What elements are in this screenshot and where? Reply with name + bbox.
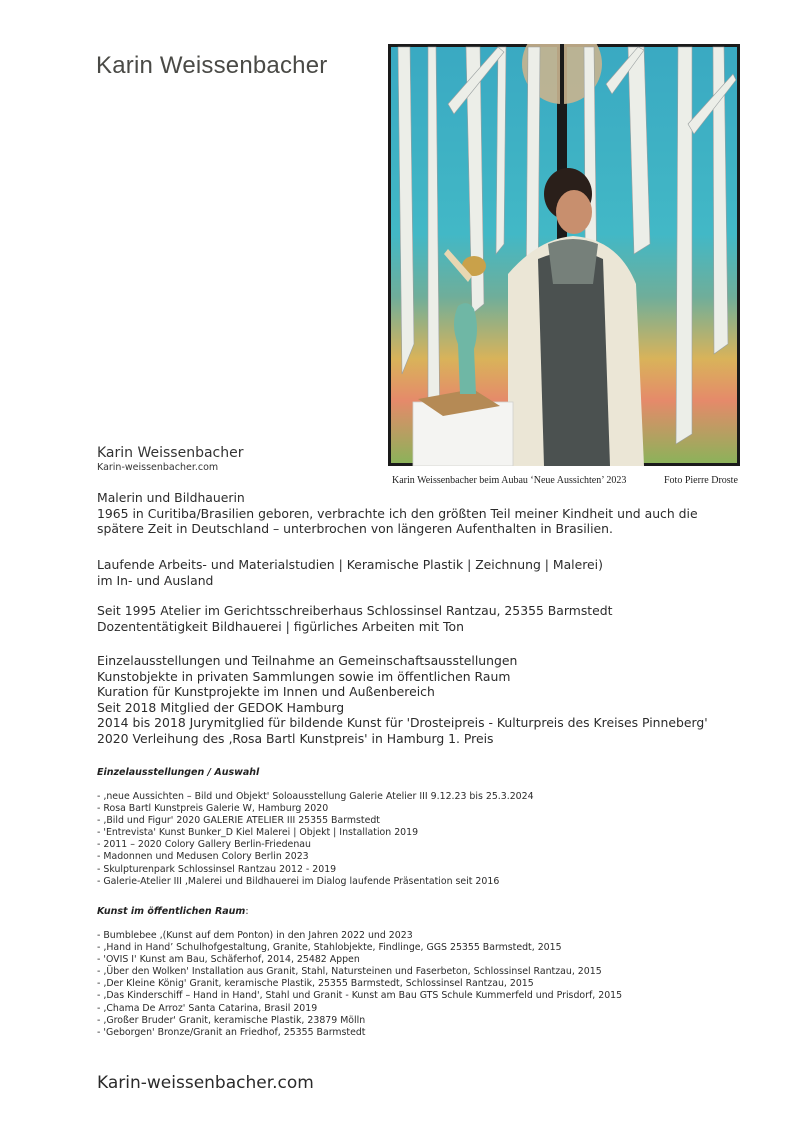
bio-line: Kunstobjekte in privaten Sammlungen sowie im öffentlichen Raum xyxy=(97,668,511,684)
list-item: - Galerie-Atelier III ‚Malerei und Bildhauerei im Dialog laufende Präsentation seit 2016 xyxy=(97,875,500,887)
page-title: Karin Weissenbacher xyxy=(96,52,328,79)
list-item: - Madonnen und Medusen Colory Berlin 2023 xyxy=(97,851,309,863)
list-item: - 'OVIS I' Kunst am Bau, Schäferhof, 2014, 25482 Appen xyxy=(97,954,360,966)
artist-photo xyxy=(388,44,740,466)
list-item: - Bumblebee ‚(Kunst auf dem Ponton) in den Jahren 2022 und 2023 xyxy=(97,930,413,941)
bio-line: Dozententätigkeit Bildhauerei | figürliches Arbeiten mit Ton xyxy=(97,618,464,634)
bio-line: Seit 2018 Mitglied der GEDOK Hamburg xyxy=(97,699,345,715)
list-item: - ‚Hand in Hand’ Schulhofgestaltung, Granite, Stahlobjekte, Findlinge, GGS 25355 Barmstedt, 2015 xyxy=(97,942,562,954)
bio-line: Seit 1995 Atelier im Gerichtsschreiberhaus Schlossinsel Rantzau, 25355 Barmstedt xyxy=(97,603,613,618)
list-item: - 'Geborgen' Bronze/Granit an Friedhof, 25355 Barmstedt xyxy=(97,1026,366,1038)
public-art-list xyxy=(97,930,622,1039)
bio-line: im In- und Ausland xyxy=(97,572,214,588)
list-item: - ‚Das Kinderschiff – Hand in Hand', Stahl und Granit - Kunst am Bau GTS Schule Kummerfeld und Prisdorf, 2015 xyxy=(97,990,623,1002)
footer-website[interactable]: Karin-weissenbacher.com xyxy=(97,1073,314,1093)
bio-paragraph-2 xyxy=(97,557,603,588)
photo-credit: Foto Pierre Droste xyxy=(664,475,738,486)
bio-line: Kuration für Kunstprojekte im Innen und Außenbereich xyxy=(97,684,435,699)
list-item: - ‚Bild und Figur' 2020 GALERIE ATELIER III 25355 Barmstedt xyxy=(97,815,380,827)
exhibitions-heading: Einzelausstellungen / Auswahl xyxy=(97,767,260,778)
list-item: - ‚Großer Bruder' Granit, keramische Plastik, 23879 Mölln xyxy=(97,1014,366,1026)
public-art-heading-text: Kunst im öffentlichen Raum xyxy=(97,906,246,917)
artist-name: Karin Weissenbacher xyxy=(97,445,244,461)
exhibitions-list xyxy=(97,791,534,888)
bio-line: Laufende Arbeits- und Materialstudien | Keramische Plastik | Zeichnung | Malerei) xyxy=(97,557,603,572)
caption-text: Karin Weissenbacher beim Aubau ‘Neue Aussichten’ 2023 xyxy=(392,475,627,486)
public-art-heading xyxy=(97,906,249,917)
list-item: - ‚Der Kleine König' Granit, keramische Plastik, 25355 Barmstedt, Schlossinsel Rantzau, 2015 xyxy=(97,978,534,990)
photo-caption xyxy=(392,475,738,486)
bio-line: Malerin und Bildhauerin xyxy=(97,490,245,505)
list-item: - ‚Über den Wolken' Installation aus Granit, Stahl, Natursteinen und Faserbeton, Schlossinsel Rantzau, 2015 xyxy=(97,966,602,978)
artist-website[interactable]: Karin-weissenbacher.com xyxy=(97,462,219,473)
bio-line: spätere Zeit in Deutschland – unterbrochen von längeren Aufenthalten in Brasilien. xyxy=(97,521,613,536)
bio-paragraph-3 xyxy=(97,603,612,634)
list-item: - Skulpturenpark Schlossinsel Rantzau 2012 - 2019 xyxy=(97,863,337,875)
bio-line: 2020 Verleihung des ‚Rosa Bartl Kunstpreis' in Hamburg 1. Preis xyxy=(97,730,494,746)
bio-paragraph-1 xyxy=(97,490,698,537)
bio-line: Einzelausstellungen und Teilnahme an Gemeinschaftsausstellungen xyxy=(97,653,518,668)
bio-paragraph-4 xyxy=(97,653,708,746)
list-item: - 2011 – 2020 Colory Gallery Berlin-Friedenau xyxy=(97,839,311,851)
list-item: - 'Entrevista' Kunst Bunker_D Kiel Malerei | Objekt | Installation 2019 xyxy=(97,827,419,839)
list-item: - Rosa Bartl Kunstpreis Galerie W, Hamburg 2020 xyxy=(97,803,329,815)
public-art-heading-colon: : xyxy=(245,906,249,917)
bio-line: 1965 in Curitiba/Brasilien geboren, verbrachte ich den größten Teil meiner Kindheit und auch die xyxy=(97,505,698,521)
list-item: - ‚neue Aussichten – Bild und Objekt' Soloausstellung Galerie Atelier III 9.12.23 bis 25.3.2024 xyxy=(97,791,534,802)
list-item: - ‚Chama De Arroz' Santa Catarina, Brasil 2019 xyxy=(97,1002,318,1014)
bio-line: 2014 bis 2018 Jurymitglied für bildende Kunst für 'Drosteipreis - Kulturpreis des Kreises Pinneberg' xyxy=(97,715,708,730)
